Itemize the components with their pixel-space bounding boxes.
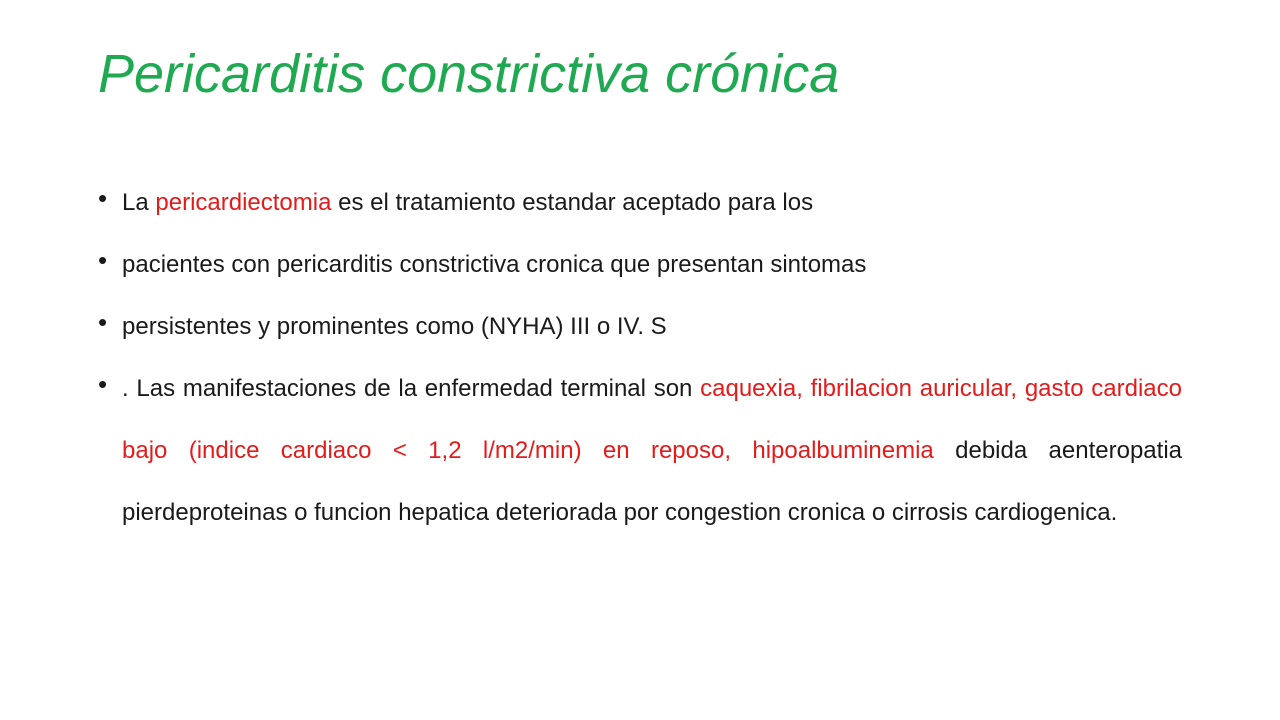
bullet-text: pacientes con pericarditis constrictiva cronica que presentan sintomas — [122, 251, 867, 278]
bullet-dot-icon: • — [98, 183, 108, 213]
bullet-item — [98, 234, 1182, 296]
bullet-item — [98, 172, 1182, 234]
bullet-dot-icon: • — [98, 245, 108, 275]
bullet-text: . Las manifestaciones de la enfermedad terminal son — [122, 375, 701, 402]
bullet-text: La — [122, 189, 156, 216]
bullet-list — [98, 172, 1182, 544]
bullet-dot-icon: • — [98, 369, 108, 399]
highlighted-term: caquexia, fibrilacion auricular, gasto cardiaco bajo (indice cardiaco < 1,2 l/m2/min) en reposo, hipoalbuminemia — [122, 375, 1182, 464]
bullet-text: es el tratamiento estandar aceptado para los — [331, 189, 814, 216]
bullet-item — [98, 296, 1182, 358]
bullet-dot-icon: • — [98, 307, 108, 337]
bullet-text: persistentes y prominentes como (NYHA) III o IV. S — [122, 313, 667, 340]
highlighted-term: pericardiectomia — [155, 189, 332, 216]
bullet-text: debida aenteropatia pierdeproteinas o funcion hepatica deteriorada por congestion cronica o cirrosis cardiogenica. — [122, 437, 1182, 526]
bullet-item — [98, 358, 1182, 544]
slide-title: Pericarditis constrictiva crónica — [98, 44, 840, 104]
